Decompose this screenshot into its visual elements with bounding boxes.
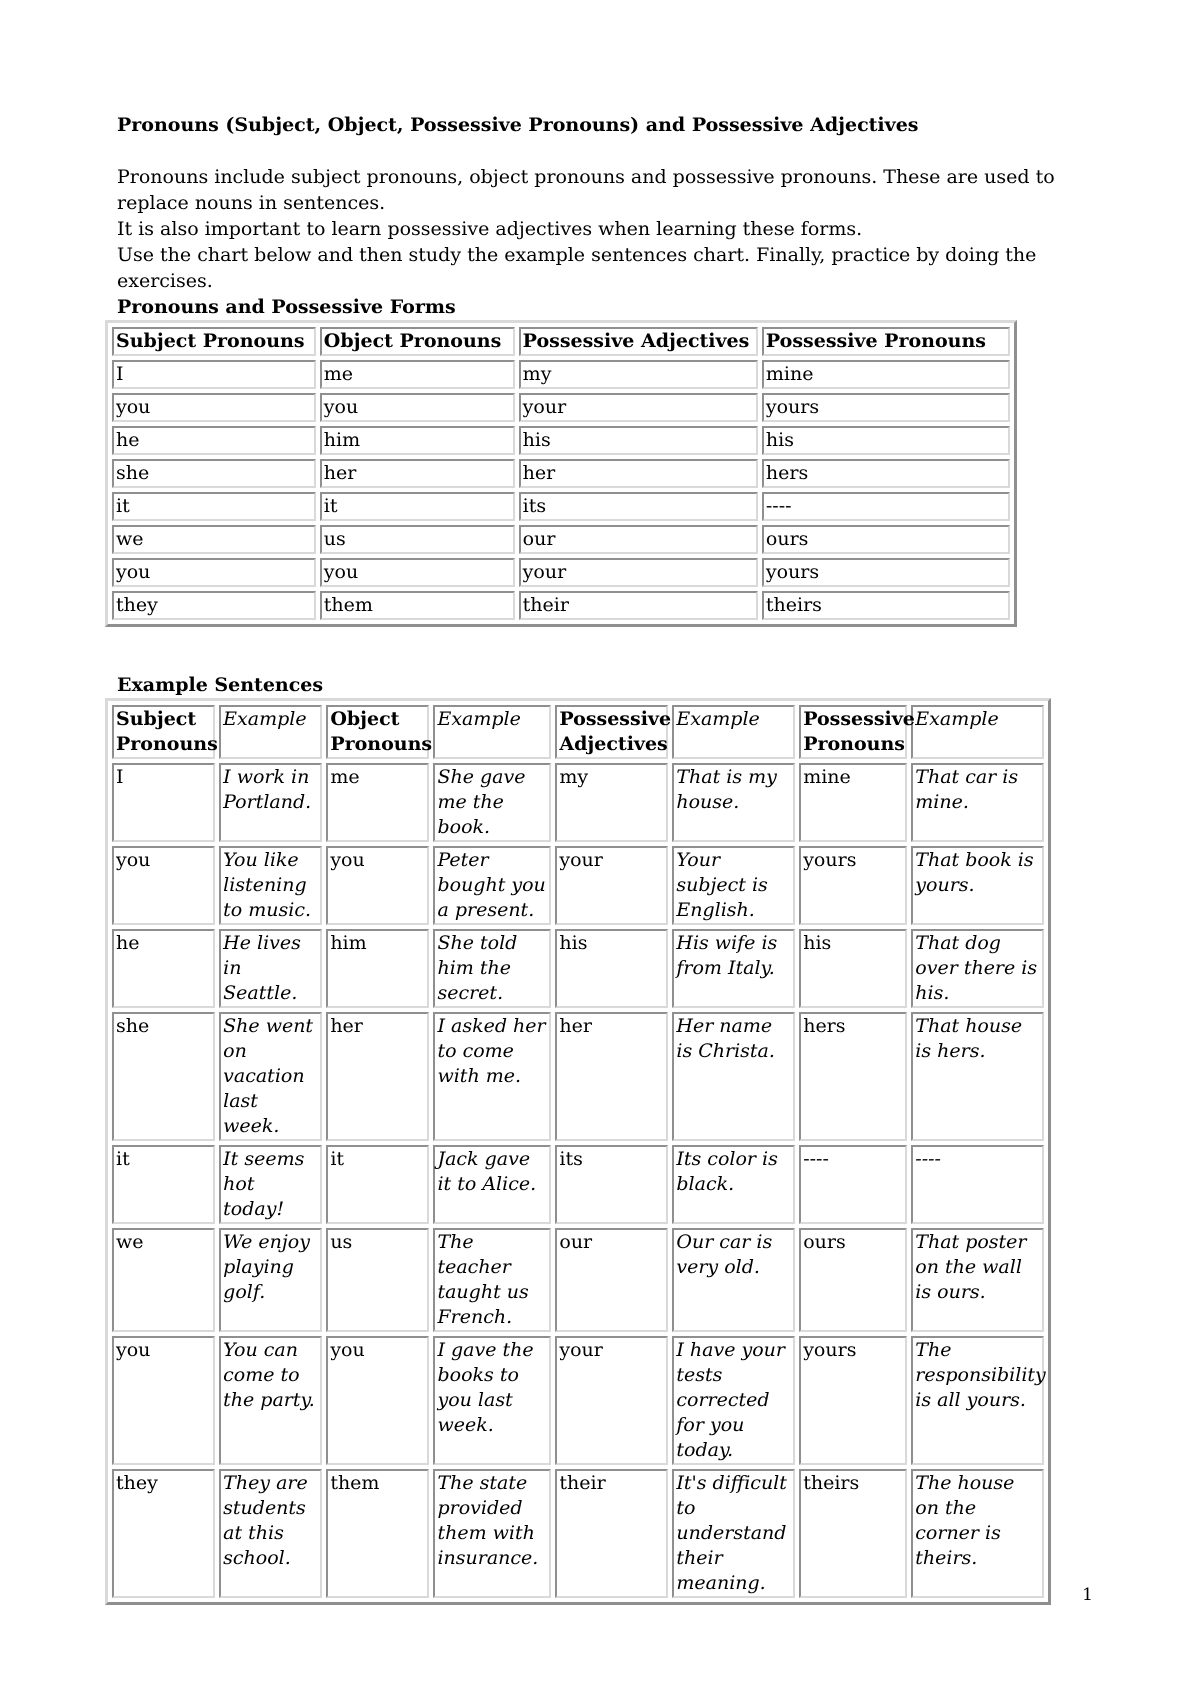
column-header: Example <box>433 705 551 759</box>
table-cell: She told him the secret. <box>433 929 551 1008</box>
table-cell: him <box>320 426 515 455</box>
table-cell: its <box>555 1145 668 1224</box>
table-cell: Peter bought you a present. <box>433 846 551 925</box>
document-title: Pronouns (Subject, Object, Possessive Pronouns) and Possessive Adjectives <box>117 114 919 136</box>
table-row <box>112 1336 1044 1465</box>
table-cell: her <box>326 1012 429 1141</box>
table-cell: That house is hers. <box>911 1012 1044 1141</box>
column-header: Possessive Pronouns <box>799 705 907 759</box>
table-cell: my <box>519 360 758 389</box>
table-cell: That car is mine. <box>911 763 1044 842</box>
table-row <box>112 393 1010 422</box>
table-cell: she <box>112 1012 215 1141</box>
intro-paragraph: Use the chart below and then study the example sentences chart. Finally, practice by doing the exercises. <box>117 244 1037 292</box>
table-row <box>112 1012 1044 1141</box>
table-cell: yours <box>762 558 1010 587</box>
table-cell: we <box>112 1228 215 1332</box>
table-cell: I <box>112 763 215 842</box>
table-cell: them <box>326 1469 429 1598</box>
table-cell: That poster on the wall is ours. <box>911 1228 1044 1332</box>
table-cell: ours <box>762 525 1010 554</box>
table-cell: he <box>112 929 215 1008</box>
table-cell: That dog over there is his. <box>911 929 1044 1008</box>
table-cell: your <box>519 393 758 422</box>
table-cell: She gave me the book. <box>433 763 551 842</box>
pronoun-forms-table <box>105 320 1017 627</box>
table-cell: they <box>112 591 316 620</box>
table-cell: The house on the corner is theirs. <box>911 1469 1044 1598</box>
table-row <box>112 459 1010 488</box>
column-header: Possessive Pronouns <box>762 327 1010 356</box>
table-cell: We enjoy playing golf. <box>219 1228 322 1332</box>
table-cell: I asked her to come with me. <box>433 1012 551 1141</box>
table-row <box>112 492 1010 521</box>
table-cell: Your subject is English. <box>672 846 795 925</box>
table-cell: my <box>555 763 668 842</box>
table-cell: I gave the books to you last week. <box>433 1336 551 1465</box>
intro-text <box>117 164 1077 294</box>
table-cell: us <box>320 525 515 554</box>
table-cell: our <box>519 525 758 554</box>
table-cell: it <box>112 492 316 521</box>
table-cell: She went on vacation last week. <box>219 1012 322 1141</box>
table-cell: you <box>320 558 515 587</box>
column-header: Possessive Adjectives <box>555 705 668 759</box>
table-row <box>112 558 1010 587</box>
table-cell: your <box>555 846 668 925</box>
table-cell: you <box>326 846 429 925</box>
table-cell: they <box>112 1469 215 1598</box>
table-cell: her <box>320 459 515 488</box>
table-cell: your <box>519 558 758 587</box>
table-cell: you <box>112 846 215 925</box>
example-sentences-table <box>105 698 1051 1605</box>
table-cell: you <box>320 393 515 422</box>
table-cell: them <box>320 591 515 620</box>
table-cell: I work in Portland. <box>219 763 322 842</box>
table-cell: It's difficult to understand their meaning. <box>672 1469 795 1598</box>
table-cell: mine <box>762 360 1010 389</box>
table-cell: we <box>112 525 316 554</box>
table-row <box>112 1469 1044 1598</box>
table-cell: his <box>519 426 758 455</box>
table-cell: hers <box>762 459 1010 488</box>
examples-section-heading: Example Sentences <box>117 674 324 696</box>
table-cell: ---- <box>762 492 1010 521</box>
table-cell: You like listening to music. <box>219 846 322 925</box>
table-cell: you <box>112 393 316 422</box>
table-cell: me <box>320 360 515 389</box>
document-body <box>117 112 1077 294</box>
table-cell: him <box>326 929 429 1008</box>
table-cell: I <box>112 360 316 389</box>
table-cell: You can come to the party. <box>219 1336 322 1465</box>
table-cell: theirs <box>762 591 1010 620</box>
table-cell: The teacher taught us French. <box>433 1228 551 1332</box>
table-row <box>112 360 1010 389</box>
table-cell: Our car is very old. <box>672 1228 795 1332</box>
table-cell: yours <box>762 393 1010 422</box>
table-cell: Her name is Christa. <box>672 1012 795 1141</box>
intro-paragraph: Pronouns include subject pronouns, object pronouns and possessive pronouns. These are used to replace nouns in sentences. <box>117 166 1055 214</box>
table-cell: That is my house. <box>672 763 795 842</box>
table-row <box>112 763 1044 842</box>
table-cell: his <box>555 929 668 1008</box>
table-cell: theirs <box>799 1469 907 1598</box>
table-cell: It seems hot today! <box>219 1145 322 1224</box>
intro-paragraph: It is also important to learn possessive adjectives when learning these forms. <box>117 218 863 240</box>
table-cell: His wife is from Italy. <box>672 929 795 1008</box>
table-cell: it <box>326 1145 429 1224</box>
table-cell: mine <box>799 763 907 842</box>
table-row <box>112 929 1044 1008</box>
table-cell: their <box>555 1469 668 1598</box>
table-cell: Jack gave it to Alice. <box>433 1145 551 1224</box>
table-cell: The state provided them with insurance. <box>433 1469 551 1598</box>
table-cell: They are students at this school. <box>219 1469 322 1598</box>
column-header: Possessive Adjectives <box>519 327 758 356</box>
table-cell: yours <box>799 1336 907 1465</box>
table-cell: That book is yours. <box>911 846 1044 925</box>
table-cell: your <box>555 1336 668 1465</box>
table-cell: her <box>555 1012 668 1141</box>
table-cell: it <box>112 1145 215 1224</box>
table-cell: ---- <box>799 1145 907 1224</box>
table-cell: hers <box>799 1012 907 1141</box>
table-cell: its <box>519 492 758 521</box>
table-row <box>112 426 1010 455</box>
table-cell: you <box>112 558 316 587</box>
table-cell: their <box>519 591 758 620</box>
column-header: Subject Pronouns <box>112 705 215 759</box>
page-number: 1 <box>1082 1585 1093 1605</box>
table-cell: his <box>762 426 1010 455</box>
table-cell: ---- <box>911 1145 1044 1224</box>
table-row <box>112 1228 1044 1332</box>
column-header: Object Pronouns <box>326 705 429 759</box>
table-cell: me <box>326 763 429 842</box>
table-cell: her <box>519 459 758 488</box>
table-cell: she <box>112 459 316 488</box>
table-cell: The responsibility is all yours. <box>911 1336 1044 1465</box>
column-header: Example <box>672 705 795 759</box>
table-cell: you <box>112 1336 215 1465</box>
column-header: Object Pronouns <box>320 327 515 356</box>
table-cell: us <box>326 1228 429 1332</box>
table-header-row <box>112 705 1044 759</box>
table-row <box>112 525 1010 554</box>
column-header: Subject Pronouns <box>112 327 316 356</box>
table-cell: you <box>326 1336 429 1465</box>
table-cell: his <box>799 929 907 1008</box>
table-cell: He lives in Seattle. <box>219 929 322 1008</box>
table-header-row <box>112 327 1010 356</box>
table-cell: Its color is black. <box>672 1145 795 1224</box>
table-row <box>112 591 1010 620</box>
table-cell: I have your tests corrected for you today. <box>672 1336 795 1465</box>
table-row <box>112 846 1044 925</box>
table-cell: our <box>555 1228 668 1332</box>
forms-section-heading: Pronouns and Possessive Forms <box>117 296 456 318</box>
table-cell: it <box>320 492 515 521</box>
table-cell: he <box>112 426 316 455</box>
table-row <box>112 1145 1044 1224</box>
column-header: Example <box>911 705 1044 759</box>
table-cell: ours <box>799 1228 907 1332</box>
column-header: Example <box>219 705 322 759</box>
table-cell: yours <box>799 846 907 925</box>
